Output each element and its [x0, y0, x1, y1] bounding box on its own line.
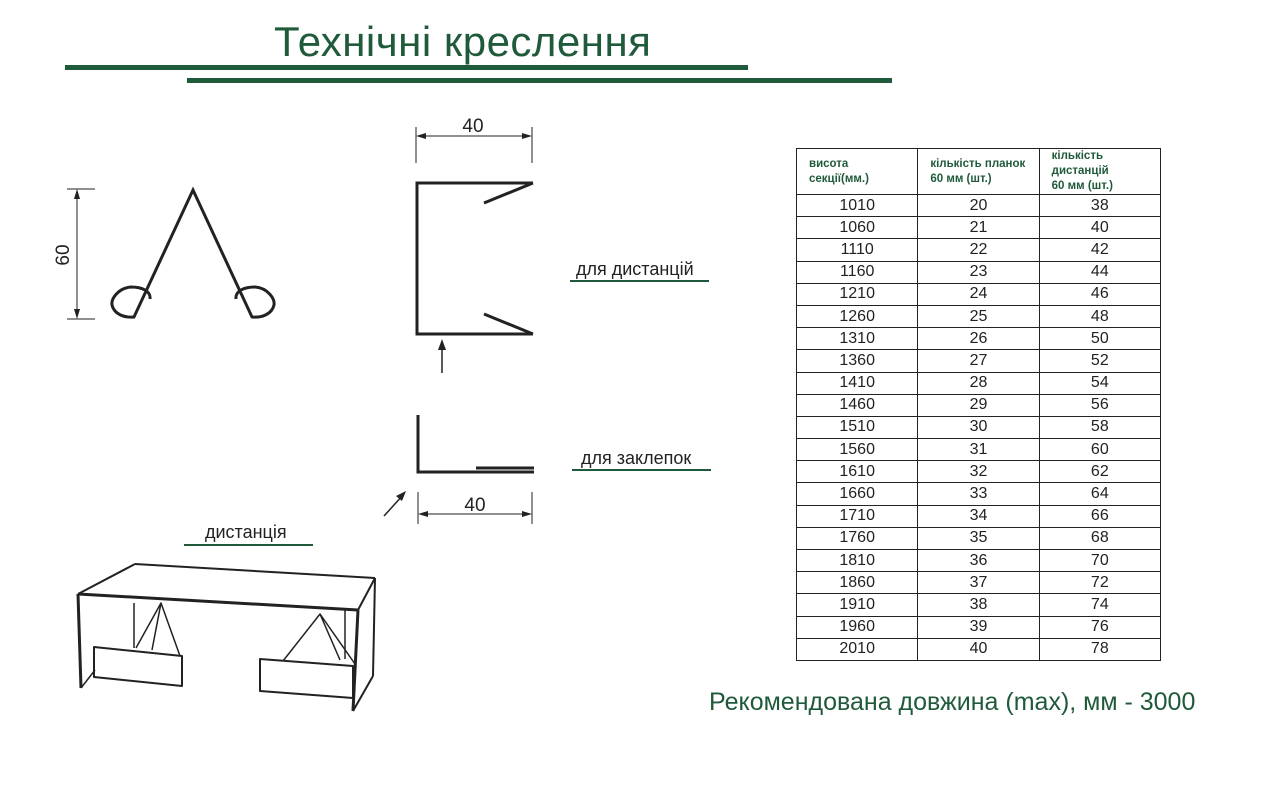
table-cell: 42: [1039, 239, 1160, 261]
table-row: [797, 328, 1161, 350]
table-row: [797, 283, 1161, 305]
table-row: [797, 527, 1161, 549]
table-row: [797, 461, 1161, 483]
table-cell: 39: [918, 616, 1039, 638]
table-cell: 40: [918, 638, 1039, 660]
table-cell: 23: [918, 261, 1039, 283]
table-row: [797, 372, 1161, 394]
table-cell: 46: [1039, 283, 1160, 305]
table-cell: 21: [918, 217, 1039, 239]
table-cell: 36: [918, 550, 1039, 572]
table-cell: 44: [1039, 261, 1160, 283]
profile-drawing: [67, 189, 274, 319]
table-cell: 29: [918, 394, 1039, 416]
label-for-rivets-underline: [572, 469, 711, 471]
table-row: [797, 350, 1161, 372]
channel-drawing: [416, 127, 533, 373]
section-spec-table: [796, 148, 1161, 661]
header-plank-count: [918, 149, 1039, 195]
table-cell: 1010: [797, 195, 918, 217]
table-cell: 35: [918, 527, 1039, 549]
spacer-3d-drawing: [78, 564, 375, 711]
table-cell: 31: [918, 439, 1039, 461]
table-cell: 72: [1039, 572, 1160, 594]
table-row: [797, 439, 1161, 461]
table-cell: 74: [1039, 594, 1160, 616]
table-row: [797, 217, 1161, 239]
header-line: висота: [809, 157, 849, 170]
table-cell: 24: [918, 283, 1039, 305]
table-row: [797, 594, 1161, 616]
table-cell: 1460: [797, 394, 918, 416]
table-cell: 26: [918, 328, 1039, 350]
table-cell: 27: [918, 350, 1039, 372]
table-cell: 1810: [797, 550, 918, 572]
table-cell: 1110: [797, 239, 918, 261]
table-cell: 1560: [797, 439, 918, 461]
table-row: [797, 239, 1161, 261]
table-cell: 22: [918, 239, 1039, 261]
table-cell: 1910: [797, 594, 918, 616]
header-line: 60 мм (шт.): [930, 172, 992, 185]
table-cell: 54: [1039, 372, 1160, 394]
table-cell: 48: [1039, 305, 1160, 327]
table-cell: 1710: [797, 505, 918, 527]
table-cell: 76: [1039, 616, 1160, 638]
table-cell: 1760: [797, 527, 918, 549]
header-line: 60 мм (шт.): [1051, 180, 1113, 192]
label-for-distances-underline: [570, 280, 709, 282]
table-cell: 25: [918, 305, 1039, 327]
profile-height-label: 60: [53, 244, 74, 266]
angle-drawing: [384, 415, 534, 524]
table-row: [797, 550, 1161, 572]
table-cell: 50: [1039, 328, 1160, 350]
recommended-length: Рекомендована довжина (max), мм - 3000: [709, 688, 1196, 716]
page-title: Технічні креслення: [274, 18, 652, 65]
table-cell: 56: [1039, 394, 1160, 416]
table-row: [797, 616, 1161, 638]
table-row: [797, 638, 1161, 660]
table-cell: 1060: [797, 217, 918, 239]
table-cell: 1160: [797, 261, 918, 283]
table-row: [797, 394, 1161, 416]
table-cell: 33: [918, 483, 1039, 505]
table-row: [797, 195, 1161, 217]
label-spacer-underline: [184, 544, 313, 546]
table-cell: 1410: [797, 372, 918, 394]
table-cell: 1260: [797, 305, 918, 327]
table-cell: 1610: [797, 461, 918, 483]
table-cell: 64: [1039, 483, 1160, 505]
label-for-rivets: для заклепок: [581, 448, 692, 468]
table-cell: 37: [918, 572, 1039, 594]
table-cell: 2010: [797, 638, 918, 660]
table-cell: 58: [1039, 416, 1160, 438]
channel-width-bottom-label: 40: [464, 495, 486, 516]
table-cell: 32: [918, 461, 1039, 483]
table-cell: 78: [1039, 638, 1160, 660]
table-header-row: [797, 149, 1161, 195]
table-body: [797, 195, 1161, 661]
table-cell: 1510: [797, 416, 918, 438]
table-cell: 52: [1039, 350, 1160, 372]
table-cell: 1210: [797, 283, 918, 305]
label-spacer: дистанція: [205, 522, 287, 542]
header-line: кількість дистанцій: [1051, 150, 1109, 177]
table-row: [797, 416, 1161, 438]
table-cell: 30: [918, 416, 1039, 438]
header-spacer-count: [1039, 149, 1160, 195]
table-cell: 20: [918, 195, 1039, 217]
table-row: [797, 572, 1161, 594]
table-cell: 1660: [797, 483, 918, 505]
table-cell: 1310: [797, 328, 918, 350]
label-for-distances: для дистанцій: [576, 259, 694, 279]
table-cell: 70: [1039, 550, 1160, 572]
table-cell: 1360: [797, 350, 918, 372]
table-cell: 40: [1039, 217, 1160, 239]
header-line: кількість планок: [930, 157, 1026, 170]
header-line: секції(мм.): [809, 172, 869, 185]
table-cell: 62: [1039, 461, 1160, 483]
table-row: [797, 261, 1161, 283]
table-cell: 28: [918, 372, 1039, 394]
table-cell: 68: [1039, 527, 1160, 549]
table-row: [797, 505, 1161, 527]
header-section-height: [797, 149, 918, 195]
table-cell: 1960: [797, 616, 918, 638]
table-row: [797, 483, 1161, 505]
table-cell: 66: [1039, 505, 1160, 527]
table-cell: 34: [918, 505, 1039, 527]
table-cell: 38: [1039, 195, 1160, 217]
table-cell: 60: [1039, 439, 1160, 461]
table-cell: 1860: [797, 572, 918, 594]
table-row: [797, 305, 1161, 327]
table-cell: 38: [918, 594, 1039, 616]
channel-width-top-label: 40: [462, 116, 484, 137]
